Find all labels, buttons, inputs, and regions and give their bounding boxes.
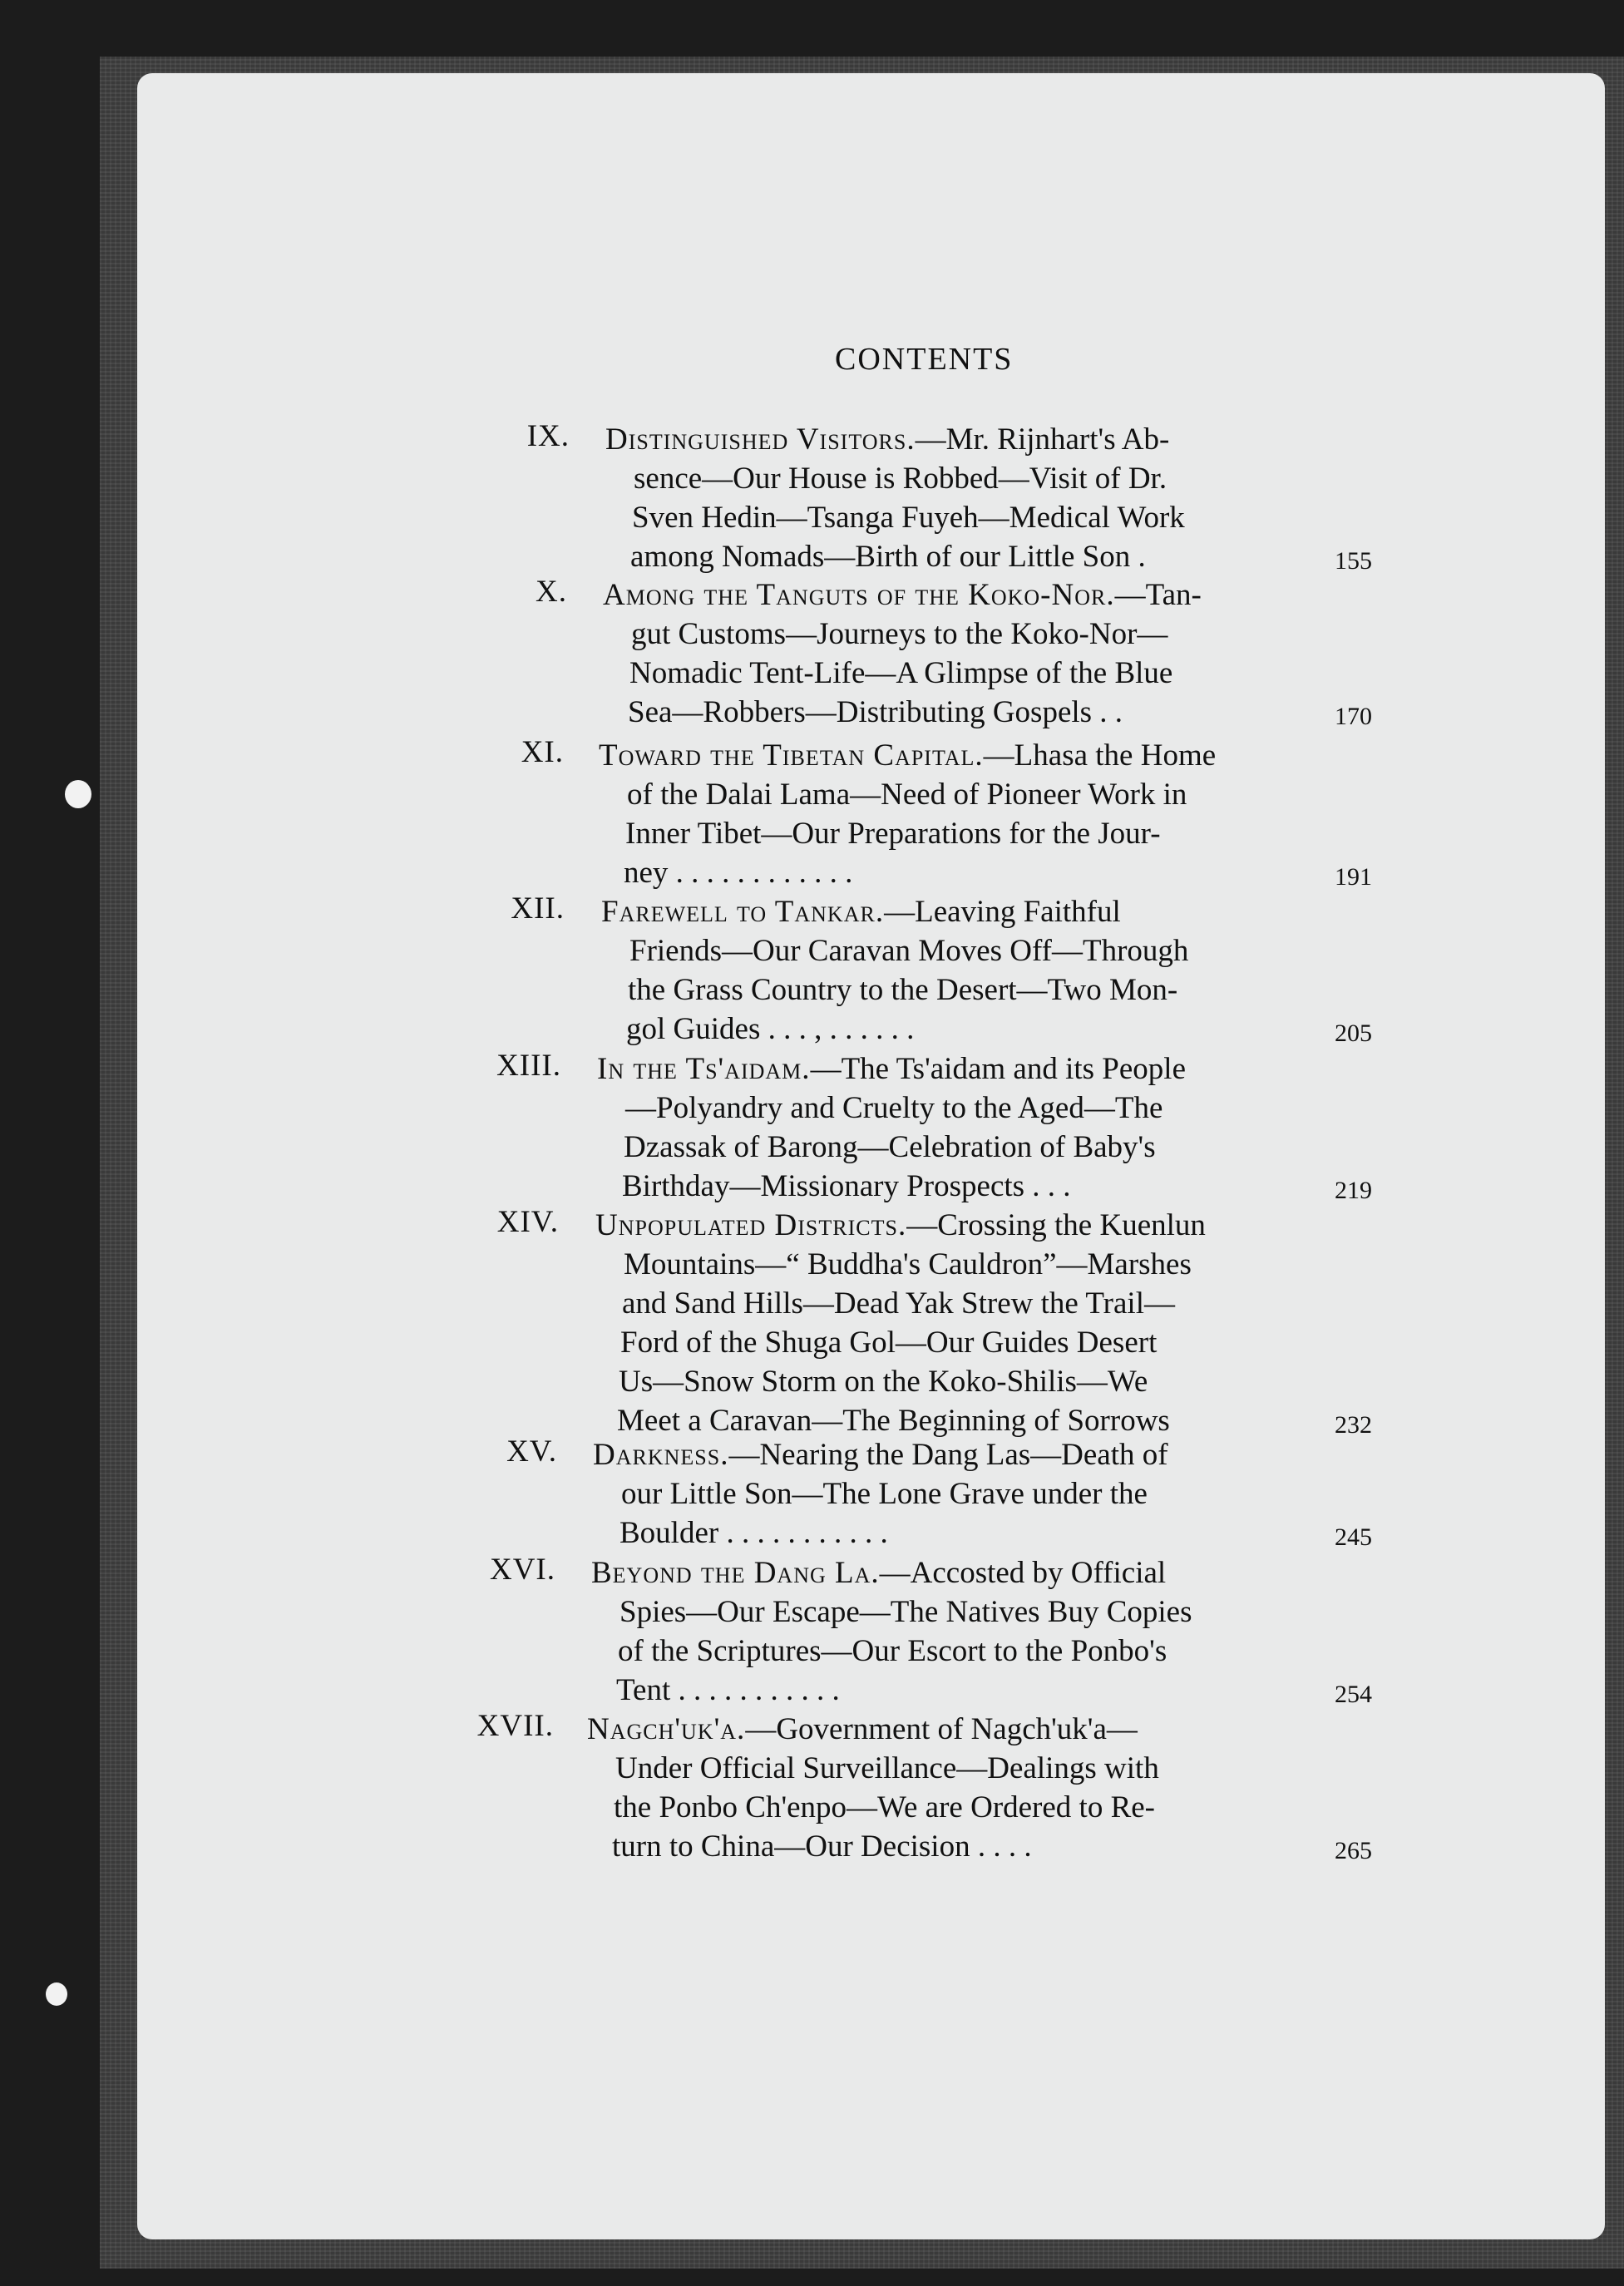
chapter-summary-line: Us—Snow Storm on the Koko-Shilis—We [619, 1365, 1148, 1399]
page-number: 245 [1335, 1523, 1372, 1551]
chapter-summary-line: of the Dalai Lama—Need of Pioneer Work in [627, 778, 1187, 812]
chapter-summary-text: —Lhasa the Home [983, 738, 1217, 773]
chapter-title: Darkness. [593, 1438, 729, 1472]
chapter-title-line [601, 892, 1121, 931]
chapter-title-line [603, 575, 1202, 615]
chapter-title: Unpopulated Districts. [595, 1208, 907, 1242]
chapter-numeral: XV. [506, 1434, 557, 1469]
chapter-summary-line: Under Official Surveillance—Dealings with [615, 1751, 1159, 1785]
chapter-summary-line: of the Scriptures—Our Escort to the Ponbo's [618, 1634, 1167, 1668]
page-number: 254 [1335, 1681, 1372, 1708]
chapter-summary-line: Birthday—Missionary Prospects . . . [622, 1169, 1071, 1203]
chapter-summary-line: our Little Son—The Lone Grave under the [621, 1477, 1148, 1511]
chapter-summary-text: —Leaving Faithful [884, 895, 1121, 929]
page-number: 219 [1335, 1177, 1372, 1204]
chapter-title: In the Ts'aidam. [597, 1052, 811, 1086]
chapter-summary-text: —Government of Nagch'uk'a— [745, 1712, 1138, 1746]
page-number: 232 [1335, 1411, 1372, 1439]
chapter-numeral: XIV. [496, 1205, 559, 1239]
chapter-summary-text: —Accosted by Official [879, 1556, 1167, 1590]
chapter-summary-line: and Sand Hills—Dead Yak Strew the Trail— [622, 1286, 1175, 1321]
page-number: 205 [1335, 1020, 1372, 1047]
chapter-summary-line: Dzassak of Barong—Celebration of Baby's [624, 1130, 1156, 1164]
chapter-title: Among the Tanguts of the Koko-Nor. [603, 578, 1115, 612]
chapter-numeral: X. [536, 575, 567, 609]
chapter-summary-line: Tent . . . . . . . . . . . [616, 1673, 840, 1707]
chapter-title-line [595, 1206, 1206, 1245]
chapter-summary-line: Boulder . . . . . . . . . . . [619, 1516, 888, 1550]
chapter-summary-line: sence—Our House is Robbed—Visit of Dr. [634, 462, 1167, 496]
chapter-numeral: XVII. [476, 1709, 554, 1743]
chapter-title-line [587, 1710, 1138, 1749]
chapter-title: Distinguished Visitors. [605, 422, 916, 457]
chapter-summary-line: Meet a Caravan—The Beginning of Sorrows [617, 1404, 1170, 1438]
chapter-numeral: IX. [526, 419, 570, 453]
chapter-summary-line: turn to China—Our Decision . . . . [612, 1829, 1032, 1864]
chapter-title-line [605, 420, 1169, 459]
chapter-numeral: XI. [521, 735, 564, 769]
page-number: 191 [1335, 863, 1372, 891]
chapter-summary-line: —Polyandry and Cruelty to the Aged—The [625, 1091, 1163, 1125]
chapter-title-line [591, 1553, 1166, 1592]
page-number: 155 [1335, 547, 1372, 575]
chapter-summary-line: ney . . . . . . . . . . . . [624, 856, 853, 890]
chapter-summary-text: —Tan- [1114, 578, 1202, 612]
chapter-title: Farewell to Tankar. [601, 895, 885, 929]
chapter-summary-line: Spies—Our Escape—The Natives Buy Copies [619, 1595, 1192, 1629]
chapter-title-line [593, 1435, 1168, 1474]
chapter-summary-line: the Grass Country to the Desert—Two Mon- [628, 973, 1178, 1007]
chapter-summary-line: Inner Tibet—Our Preparations for the Jour- [625, 817, 1161, 851]
chapter-summary-text: —The Ts'aidam and its People [810, 1052, 1186, 1086]
page-number: 170 [1335, 703, 1372, 730]
chapter-title: Toward the Tibetan Capital. [599, 738, 984, 773]
chapter-summary-line: gut Customs—Journeys to the Koko-Nor— [631, 617, 1168, 651]
chapter-summary-line: Nomadic Tent-Life—A Glimpse of the Blue [629, 656, 1173, 690]
chapter-summary-line: Sea—Robbers—Distributing Gospels . . [628, 695, 1123, 729]
chapter-summary-line: the Ponbo Ch'enpo—We are Ordered to Re- [614, 1790, 1156, 1824]
chapter-summary-line: Friends—Our Caravan Moves Off—Through [629, 934, 1189, 968]
chapter-numeral: XIII. [496, 1049, 561, 1083]
chapter-summary-line: Sven Hedin—Tsanga Fuyeh—Medical Work [632, 501, 1185, 535]
chapter-title-line [597, 1049, 1186, 1089]
chapter-numeral: XII. [511, 891, 565, 926]
chapter-summary-line: among Nomads—Birth of our Little Son . [630, 540, 1146, 574]
page-speck [46, 1982, 67, 2006]
chapter-summary-line: Mountains—“ Buddha's Cauldron”—Marshes [624, 1247, 1192, 1281]
page-speck [65, 780, 91, 808]
page-number: 265 [1335, 1837, 1372, 1864]
chapter-summary-line: gol Guides . . . , . . . . . . [626, 1012, 915, 1046]
chapter-summary-line: Ford of the Shuga Gol—Our Guides Desert [620, 1326, 1158, 1360]
contents-heading: CONTENTS [835, 342, 1014, 377]
chapter-numeral: XVI. [489, 1553, 555, 1587]
chapter-summary-text: —Crossing the Kuenlun [906, 1208, 1206, 1242]
chapter-title: Nagch'uk'a. [587, 1712, 746, 1746]
chapter-summary-text: —Mr. Rijnhart's Ab- [915, 422, 1170, 457]
chapter-title-line [599, 736, 1216, 775]
chapter-title: Beyond the Dang La. [591, 1556, 880, 1590]
chapter-summary-text: —Nearing the Dang Las—Death of [728, 1438, 1168, 1472]
